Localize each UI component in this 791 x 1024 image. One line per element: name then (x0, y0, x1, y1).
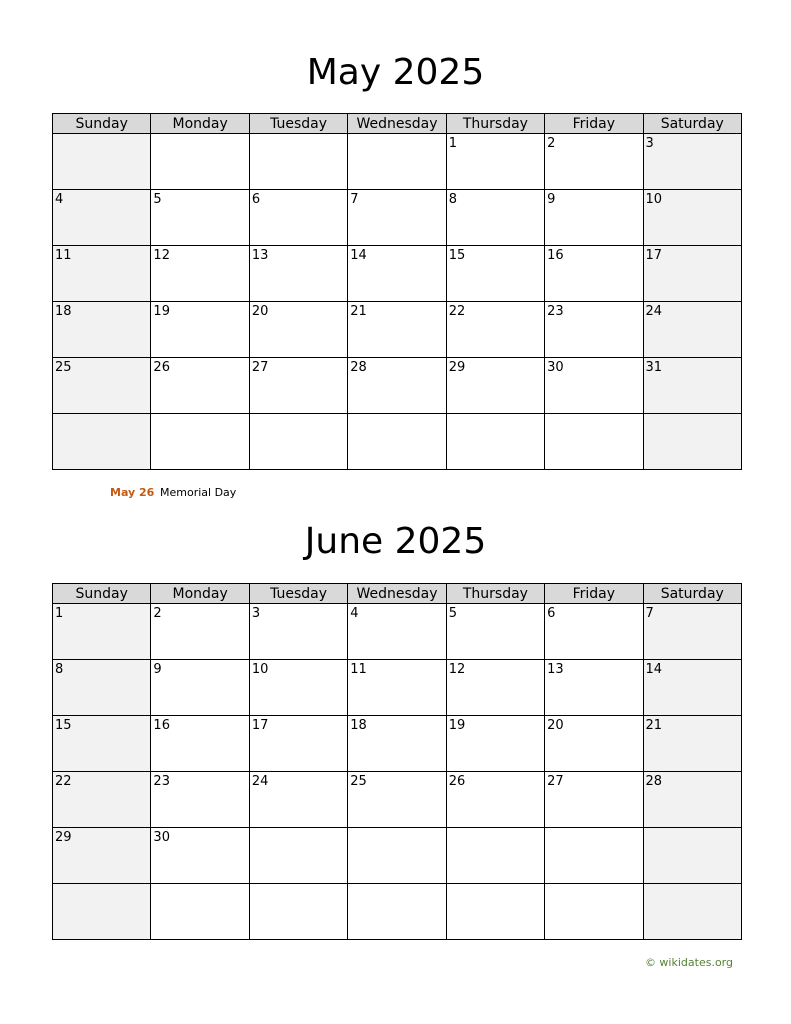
weekday-header: Sunday (53, 114, 151, 134)
day-cell (348, 660, 446, 716)
day-number: 18 (350, 718, 367, 733)
day-cell (249, 660, 347, 716)
week-row (53, 716, 742, 772)
day-number (250, 828, 347, 830)
day-number: 2 (547, 136, 556, 151)
day-cell (446, 772, 544, 828)
week-row (53, 358, 742, 414)
day-cell (151, 660, 249, 716)
day-number (545, 884, 642, 886)
day-number: 7 (350, 192, 359, 207)
weekday-header-row (53, 584, 742, 604)
day-number: 27 (251, 360, 269, 375)
day-number: 7 (645, 606, 654, 621)
day-number: 24 (645, 304, 663, 319)
day-cell (151, 716, 249, 772)
day-cell (545, 414, 643, 470)
day-cell (249, 414, 347, 470)
day-number: 13 (547, 662, 564, 677)
day-number: 19 (448, 718, 466, 733)
day-number: 23 (547, 304, 564, 319)
day-number: 1 (55, 606, 64, 621)
day-number: 29 (55, 830, 72, 845)
day-cell (249, 884, 347, 940)
week-row (53, 246, 742, 302)
day-number (644, 828, 741, 830)
june-calendar-grid (52, 583, 742, 940)
day-cell (249, 772, 347, 828)
weekday-header: Tuesday (249, 584, 347, 604)
day-number: 2 (153, 606, 162, 621)
weekday-header: Wednesday (348, 584, 446, 604)
weekday-header: Friday (545, 114, 643, 134)
day-cell (643, 884, 741, 940)
holiday-name: Memorial Day (160, 486, 237, 499)
day-cell (643, 134, 741, 190)
day-cell (446, 884, 544, 940)
weekday-header-row (53, 114, 742, 134)
day-cell (53, 414, 151, 470)
day-number: 9 (153, 662, 162, 677)
day-cell (151, 414, 249, 470)
day-number: 3 (251, 606, 261, 621)
day-number (348, 414, 445, 416)
weekday-header: Thursday (446, 584, 544, 604)
week-row (53, 604, 742, 660)
day-cell (643, 414, 741, 470)
day-cell (249, 302, 347, 358)
day-cell (53, 772, 151, 828)
day-number: 12 (448, 662, 466, 677)
day-number: 5 (153, 192, 162, 207)
day-number: 25 (55, 360, 72, 375)
day-cell (643, 302, 741, 358)
day-cell (53, 660, 151, 716)
day-number (53, 134, 150, 136)
day-cell (348, 414, 446, 470)
day-cell (446, 604, 544, 660)
day-cell (348, 358, 446, 414)
day-cell (545, 604, 643, 660)
day-number: 23 (153, 774, 170, 789)
week-row (53, 190, 742, 246)
day-cell (545, 134, 643, 190)
day-cell (446, 190, 544, 246)
day-cell (643, 358, 741, 414)
day-number: 12 (153, 248, 170, 263)
day-cell (53, 884, 151, 940)
weekday-header: Friday (545, 584, 643, 604)
holiday-list (110, 486, 236, 499)
day-cell (446, 246, 544, 302)
day-number: 16 (547, 248, 564, 263)
day-number: 17 (645, 248, 663, 263)
footer-credit: © wikidates.org (644, 956, 733, 969)
day-cell (348, 716, 446, 772)
day-cell (348, 134, 446, 190)
june-month-title: June 2025 (304, 521, 487, 562)
day-cell (348, 884, 446, 940)
day-number (545, 828, 642, 830)
day-number: 24 (251, 774, 269, 789)
weekday-header: Saturday (643, 584, 741, 604)
day-number: 25 (350, 774, 367, 789)
day-number: 1 (448, 136, 457, 151)
day-number: 30 (153, 830, 170, 845)
day-number: 20 (251, 304, 269, 319)
day-number (348, 134, 445, 136)
day-number: 6 (251, 192, 261, 207)
day-number: 29 (448, 360, 466, 375)
day-cell (53, 302, 151, 358)
day-cell (545, 828, 643, 884)
day-cell (643, 660, 741, 716)
day-cell (151, 772, 249, 828)
holiday-date: May 26 (110, 486, 155, 499)
day-cell (643, 246, 741, 302)
day-number: 11 (55, 248, 72, 263)
week-row (53, 828, 742, 884)
day-number: 4 (350, 606, 359, 621)
day-number: 28 (645, 774, 663, 789)
day-cell (348, 772, 446, 828)
may-calendar-grid (52, 113, 742, 470)
day-cell (643, 772, 741, 828)
day-cell (151, 302, 249, 358)
day-cell (151, 190, 249, 246)
day-cell (643, 716, 741, 772)
week-row (53, 660, 742, 716)
day-cell (53, 190, 151, 246)
day-cell (249, 134, 347, 190)
day-cell (249, 358, 347, 414)
day-number (644, 414, 741, 416)
may-month-title: May 2025 (306, 52, 485, 93)
day-number: 17 (251, 718, 269, 733)
day-cell (545, 358, 643, 414)
day-number: 21 (645, 718, 663, 733)
day-number: 28 (350, 360, 367, 375)
day-cell (643, 190, 741, 246)
day-number: 3 (645, 136, 654, 151)
day-number: 13 (251, 248, 269, 263)
day-cell (545, 190, 643, 246)
day-number (250, 414, 347, 416)
day-number: 22 (448, 304, 466, 319)
day-cell (446, 828, 544, 884)
day-number: 26 (153, 360, 170, 375)
day-cell (643, 604, 741, 660)
day-number: 19 (153, 304, 170, 319)
weekday-header: Monday (151, 584, 249, 604)
day-number: 30 (547, 360, 564, 375)
day-cell (53, 358, 151, 414)
day-number (53, 884, 150, 886)
day-number: 18 (55, 304, 72, 319)
day-cell (53, 134, 151, 190)
day-number (151, 134, 248, 136)
day-number: 8 (448, 192, 457, 207)
week-row (53, 884, 742, 940)
day-cell (545, 660, 643, 716)
day-number: 10 (251, 662, 269, 677)
day-cell (545, 772, 643, 828)
day-number: 9 (547, 192, 556, 207)
weekday-header: Thursday (446, 114, 544, 134)
weekday-header: Sunday (53, 584, 151, 604)
day-cell (249, 190, 347, 246)
day-number: 5 (448, 606, 457, 621)
day-cell (545, 246, 643, 302)
day-cell (151, 828, 249, 884)
day-number (348, 828, 445, 830)
day-cell (151, 604, 249, 660)
day-number (53, 414, 150, 416)
day-number (250, 884, 347, 886)
weekday-header: Wednesday (348, 114, 446, 134)
day-cell (348, 604, 446, 660)
day-number: 16 (153, 718, 170, 733)
day-cell (446, 358, 544, 414)
day-number (644, 884, 741, 886)
day-number: 26 (448, 774, 466, 789)
day-number: 21 (350, 304, 367, 319)
week-row (53, 302, 742, 358)
day-cell (348, 190, 446, 246)
weekday-header: Tuesday (249, 114, 347, 134)
day-cell (151, 358, 249, 414)
day-cell (151, 884, 249, 940)
day-cell (348, 302, 446, 358)
day-cell (249, 716, 347, 772)
week-row (53, 134, 742, 190)
day-number: 6 (547, 606, 556, 621)
day-number (447, 414, 544, 416)
day-cell (53, 246, 151, 302)
day-cell (545, 884, 643, 940)
day-cell (348, 246, 446, 302)
day-cell (249, 246, 347, 302)
day-number (545, 414, 642, 416)
day-cell (151, 134, 249, 190)
day-cell (643, 828, 741, 884)
day-number: 22 (55, 774, 72, 789)
day-number (151, 884, 248, 886)
day-cell (446, 716, 544, 772)
week-row (53, 772, 742, 828)
day-number: 20 (547, 718, 564, 733)
day-cell (249, 828, 347, 884)
day-number: 14 (645, 662, 663, 677)
day-number: 8 (55, 662, 64, 677)
day-number: 27 (547, 774, 564, 789)
day-cell (446, 414, 544, 470)
day-cell (53, 716, 151, 772)
weekday-header: Monday (151, 114, 249, 134)
day-number (348, 884, 445, 886)
day-number (447, 828, 544, 830)
day-cell (545, 716, 643, 772)
day-number (447, 884, 544, 886)
weekday-header: Saturday (643, 114, 741, 134)
day-cell (446, 134, 544, 190)
day-number (250, 134, 347, 136)
day-cell (545, 302, 643, 358)
day-number: 4 (55, 192, 64, 207)
day-cell (151, 246, 249, 302)
day-number: 31 (645, 360, 663, 375)
day-cell (53, 828, 151, 884)
day-cell (249, 604, 347, 660)
day-number (151, 414, 248, 416)
day-cell (53, 604, 151, 660)
day-number: 11 (350, 662, 367, 677)
day-cell (348, 828, 446, 884)
day-number: 15 (448, 248, 466, 263)
day-number: 10 (645, 192, 663, 207)
week-row (53, 414, 742, 470)
day-cell (446, 660, 544, 716)
day-cell (446, 302, 544, 358)
day-number: 15 (55, 718, 72, 733)
day-number: 14 (350, 248, 367, 263)
